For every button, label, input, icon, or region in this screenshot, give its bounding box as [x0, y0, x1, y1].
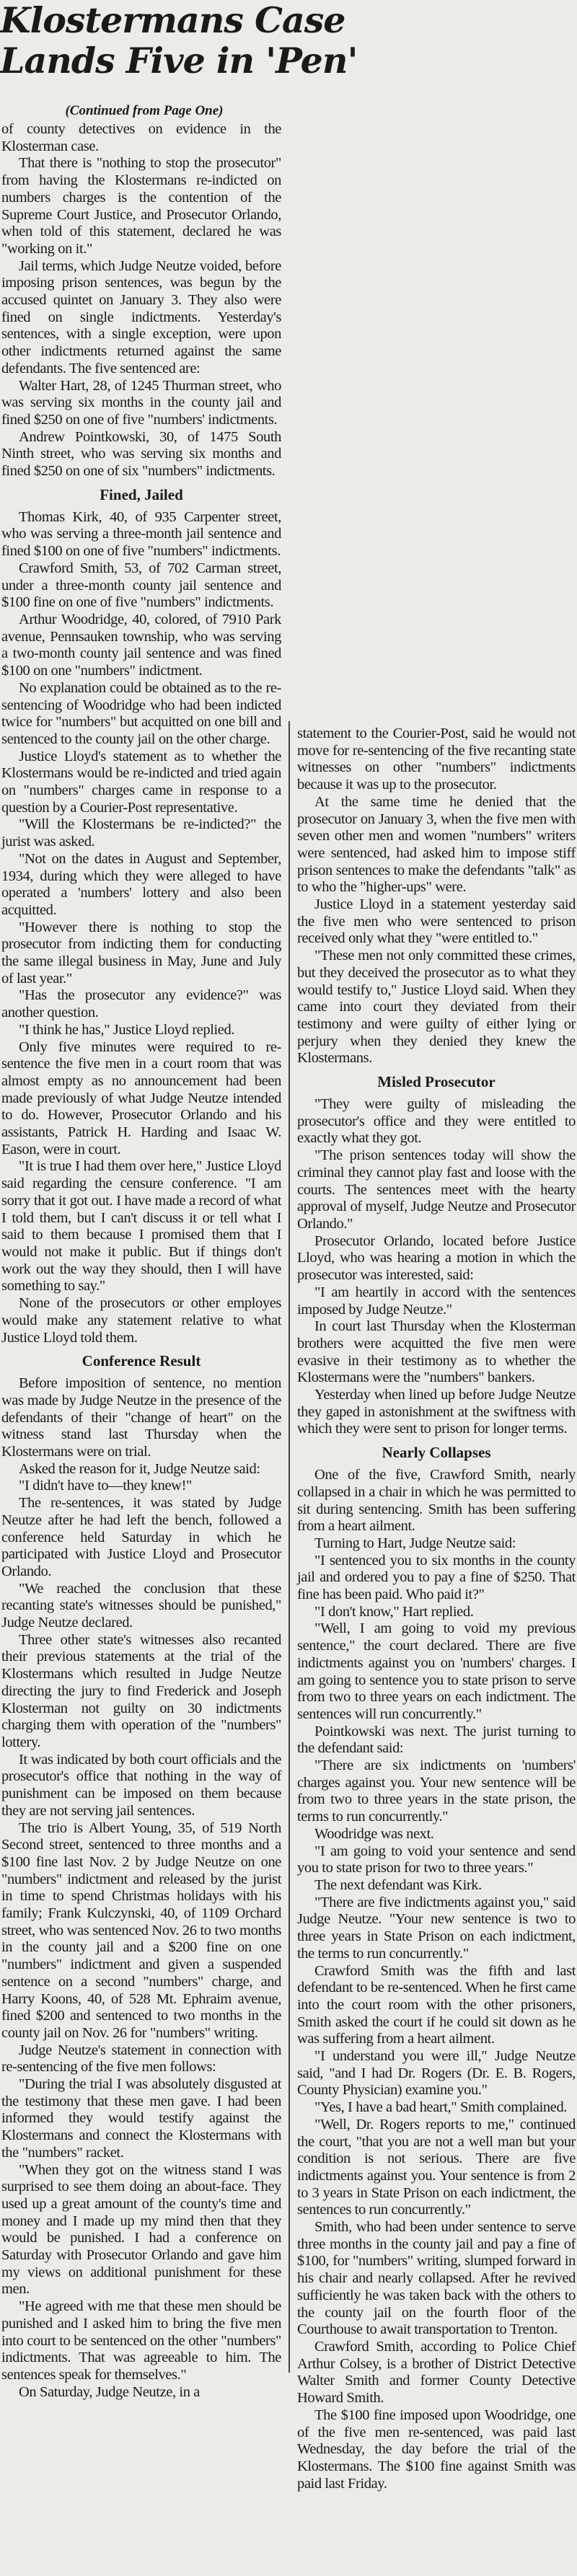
paragraph: The $100 fine imposed upon Woodridge, one of the five men re-sentenced, was paid last Wednesday, the day before the trial of the Klostermans. The $100 fine against Smith was paid last Friday.	[297, 2407, 576, 2492]
paragraph: The trio is Albert Young, 35, of 519 North Second street, sentenced to three months and a $100 fine last Nov. 2 by Judge Neutze on one "numbers" indictment and released by the jurist in time to spend Christmas holidays with his family; Frank Kulczynski, 40, of 1109 Orchard street, who was sentenced Nov. 26 to two months in the county jail and a $200 fine on one "numbers" indictment and given a suspended sentence on a second "numbers" charge, and Harry Koons, 40, of 528 Mt. Ephraim avenue, fined $200 and sentenced to two months in the county jail on Nov. 26 for "numbers" writing.	[1, 1819, 281, 2041]
paragraph: of county detectives on evidence in the Klosterman case.	[1, 121, 281, 154]
paragraph: "We reached the conclusion that these recanting state's witnesses should be punished," Judge Neutze declared.	[1, 1580, 281, 1631]
paragraph: Judge Neutze's statement in connection with re-sentencing of the five men follows:	[1, 2042, 281, 2076]
subheading: Fined, Jailed	[100, 485, 183, 503]
paragraph: "It is true I had them over here," Justice Lloyd said regarding the censure conference. "I am sorry that it got out. I have made a record of what I told them, but I can't discuss it or tell what I said to them because I promised them that I would not make it public. But if things don't work out the way they should, then I will have something to say."	[1, 1158, 281, 1294]
headline-line-1: Klostermans Case	[0, 0, 345, 41]
paragraph: Before imposition of sentence, no mention was made by Judge Neutze in the presence of the defendants of their "change of heart" on the witness stand last Thursday when the Klostermans were on trial.	[1, 1375, 281, 1460]
paragraph: Yesterday when lined up before Judge Neutze they gaped in astonishment at the swiftness with which they were sent to prison for longer terms.	[297, 1387, 576, 1437]
paragraph: Crawford Smith, according to Police Chief Arthur Colsey, is a brother of District Detective Walter Smith and former County Detective Howard Smith.	[297, 2338, 576, 2407]
paragraph: "However there is nothing to stop the prosecutor from indicting them for conducting the same illegal business in May, June and July of last year."	[1, 919, 281, 987]
paragraph: "Well, Dr. Rogers reports to me," continued the court, "that you are not a well man but your condition is not serious. There are five indictments against you. Your sentence is from 2 to 3 years in State Prison on each indictment, the sentences to run concurrently."	[297, 2116, 576, 2218]
paragraph: "I think he has," Justice Lloyd replied.	[19, 1021, 235, 1038]
paragraph: "Will the Klostermans be re-indicted?" the jurist was asked.	[1, 816, 281, 850]
right-column	[297, 725, 576, 2492]
paragraph: Prosecutor Orlando, located before Justice Lloyd, who was hearing a motion in which the prosecutor was interested, said:	[297, 1232, 576, 1284]
paragraph: "They were guilty of misleading the prosecutor's office and they were entitled to exactly what they got.	[297, 1096, 576, 1147]
paragraph: Asked the reason for it, Judge Neutze said:	[19, 1460, 260, 1477]
paragraph: That there is "nothing to stop the prosecutor" from having the Klostermans re-indicted on numbers charges is the contention of the Supreme Court Justice, and Prosecutor Orlando, when told of this statement, declared he was "working on it."	[1, 155, 281, 257]
paragraph: "Not on the dates in August and September, 1934, during which they were alleged to have operated a 'numbers' lottery and also been acquitted.	[1, 850, 281, 918]
paragraph: "I don't know," Hart replied.	[314, 1603, 474, 1620]
paragraph: Smith, who had been under sentence to serve three months in the county jail and pay a fine of $100, for "numbers" writing, slumped forward in his chair and nearly collapsed. After he revived sufficiently he was taken back with the others to the county jail on the fourth floor of the Courthouse to await transportation to Trenton.	[297, 2219, 576, 2338]
paragraph: Only five minutes were required to re-sentence the five men in a court room that was almost empty as no announcement had been made previously of what Judge Neutze intended to do. However, Prosecutor Orlando and his assistants, Patrick H. Harding and Isaac W. Eason, were in court.	[1, 1038, 281, 1157]
paragraph: "Has the prosecutor any evidence?" was another question.	[1, 987, 281, 1021]
subheading: Misled Prosecutor	[377, 1073, 495, 1091]
paragraph: "When they got on the witness stand I was surprised to see them doing an about-face. They used up a great amount of the county's time and money and I made up my mind then that they would be punished. I had a conference on Saturday with Prosecutor Orlando and gave him my views on additional punishment for these men.	[1, 2161, 281, 2298]
paragraph: One of the five, Crawford Smith, nearly collapsed in a chair in which he was permitted to sit during sentencing. Smith has been suffering from a heart ailment.	[297, 1467, 576, 1535]
paragraph: "I sentenced you to six months in the county jail and ordered you to pay a fine of $250. That fine has been paid. Who paid it?"	[297, 1552, 576, 1603]
headline-line-2: Lands Five in 'Pen'	[0, 40, 358, 81]
paragraph: "The prison sentences today will show the criminal they cannot play fast and loose with the courts. The sentences meet with the hearty approval of myself, Judge Neutze and Prosecutor Orlando."	[297, 1147, 576, 1232]
paragraph: "There are five indictments against you," said Judge Neutze. "Your new sentence is two to three years in State Prison on each indictment, the terms to run concurrently."	[297, 1894, 576, 1962]
paragraph: Justice Lloyd in a statement yesterday said the five men who were sentenced to prison received only what they "were entitled to."	[297, 896, 576, 947]
paragraph: "During the trial I was absolutely disgusted at the testimony that these men gave. I had been informed they would testify against the Klostermans and connect the Klostermans with the "numbers" racket.	[1, 2076, 281, 2161]
paragraph: Crawford Smith was the fifth and last defendant to be re-sentenced. When he first came into the court room with the other prisoners, Smith asked the court if he could sit down as he was suffering from a heart ailment.	[297, 1962, 576, 2047]
subheading: Conference Result	[82, 1352, 201, 1370]
continued-note: (Continued from Page One)	[65, 103, 224, 118]
paragraph: Pointkowski was next. The jurist turning to the defendant said:	[297, 1723, 576, 1757]
paragraph: Woodridge was next.	[314, 1825, 434, 1842]
headline	[0, 0, 358, 102]
paragraph: Three other state's witnesses also recanted their previous statements at the trial of the Klostermans which resulted in Judge Neutze directing the jury to find Frederick and Joseph Klosterman not guilty on 30 indictments charging them with operation of the "numbers" lottery.	[1, 1631, 281, 1750]
paragraph: "I didn't have to—they knew!"	[19, 1478, 192, 1494]
paragraph: "He agreed with me that these men should be punished and I asked him to bring the five men into court to be sentenced on the other "numbers" indictments. That was agreeable to him. The sentences speak for themselves."	[1, 2298, 281, 2383]
paragraph: "Well, I am going to void my previous sentence," the court declared. There are five indictments against you on 'numbers' charges. I am going to sentence you to state prison to serve from two to three years on each indictment. The sentences will run concurrently."	[297, 1620, 576, 1722]
subheading: Nearly Collapses	[382, 1444, 491, 1462]
paragraph: Thomas Kirk, 40, of 935 Carpenter street, who was serving a three-month jail sentence and fined $100 on one of five "numbers" indictments.	[1, 508, 281, 560]
paragraph: None of the prosecutors or other employes would make any statement relative to what Justice Lloyd told them.	[1, 1295, 281, 1346]
paragraph: Jail terms, which Judge Neutze voided, before imposing prison sentences, was begun by the accused quintet on January 3. They also were fined on single indictments. Yesterday's sentences, with a single exception, were upon other indictments returned against the same defendants. The five sentenced are:	[1, 257, 281, 376]
paragraph: At the same time he denied that the prosecutor on January 3, when the five men with seven other men and women "numbers" writers were sentenced, had asked him to impose stiff prison sentences to make the defendants "talk" as to who the "higher-ups" were.	[297, 793, 576, 896]
paragraph: "Yes, I have a bad heart," Smith complained.	[314, 2099, 568, 2116]
paragraph: statement to the Courier-Post, said he would not move for re-sentencing of the five recanting state witnesses on other "numbers" indictments because it was up to the prosecutor.	[297, 725, 576, 793]
paragraph: "These men not only committed these crimes, but they deceived the prosecutor as to what they would testify to," Justice Lloyd said. When they came into court they deviated from their testimony and were guilty of either lying or perjury when they denied they knew the Klostermans.	[297, 948, 576, 1067]
paragraph: Andrew Pointkowski, 30, of 1475 South Ninth street, who was serving six months and fined $250 on one of six "numbers" indictments.	[1, 428, 281, 480]
paragraph: Crawford Smith, 53, of 702 Carman street, under a three-month county jail sentence and $100 fine on one of five "numbers" indictments.	[1, 560, 281, 611]
paragraph: "I am going to void your sentence and send you to state prison for two to three years."	[297, 1843, 576, 1876]
paragraph: "I understand you were ill," Judge Neutze said, "and I had Dr. Rogers (Dr. E. B. Rogers, County Physician) examine you."	[297, 2048, 576, 2099]
paragraph: In court last Thursday when the Klosterman brothers were acquitted the five men were evasive in their testimony as to whether the Klostermans were the "numbers" bankers.	[297, 1318, 576, 1386]
paragraph: Turning to Hart, Judge Neutze said:	[314, 1535, 516, 1551]
paragraph: "There are six indictments on 'numbers' charges against you. Your new sentence will be from two to three years in the state prison, the terms to run concurrently."	[297, 1757, 576, 1825]
paragraph: "I am heartily in accord with the sentences imposed by Judge Neutze."	[297, 1284, 576, 1318]
left-column	[1, 121, 281, 2575]
paragraph: It was indicated by both court officials and the prosecutor's office that nothing in the way of punishment can be imposed on them because they are not serving jail sentences.	[1, 1751, 281, 1819]
paragraph: No explanation could be obtained as to the re-sentencing of Woodridge who had been indicted twice for "numbers" but acquitted on one bill and sentenced to the county jail on the other charge.	[1, 679, 281, 747]
paragraph: Arthur Woodridge, 40, colored, of 7910 Park avenue, Pennsauken township, who was serving a two-month county jail sentence and was fined $100 on one "numbers" indictment.	[1, 611, 281, 679]
paragraph: On Saturday, Judge Neutze, in a	[19, 2383, 200, 2400]
paragraph: Justice Lloyd's statement as to whether the Klostermans would be re-indicted and tried again on "numbers" charges came in response to a question by a Courier-Post representative.	[1, 748, 281, 816]
column-rule	[288, 721, 290, 2373]
paragraph: The re-sentences, it was stated by Judge Neutze after he had left the bench, followed a conference held Saturday in which he participated with Justice Lloyd and Prosecutor Orlando.	[1, 1495, 281, 1579]
paragraph: Walter Hart, 28, of 1245 Thurman street, who was serving six months in the county jail and fined $250 on one of five "numbers' indictments.	[1, 377, 281, 428]
paragraph: The next defendant was Kirk.	[314, 1877, 482, 1893]
